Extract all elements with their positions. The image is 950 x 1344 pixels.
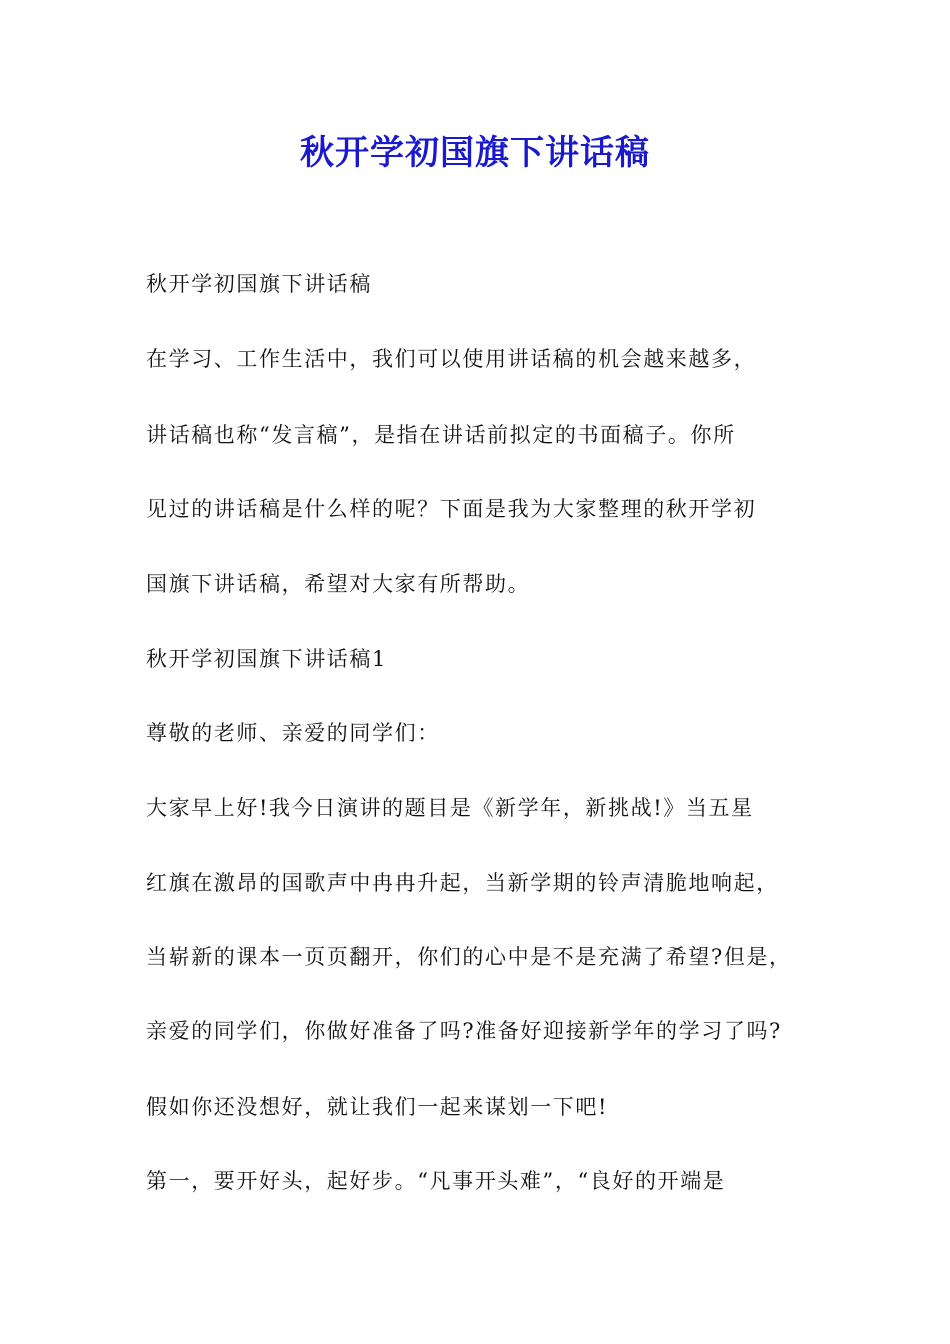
salutation-line: 尊敬的老师、亲爱的同学们： — [146, 721, 440, 745]
body-line: 见过的讲话稿是什么样的呢？下面是我为大家整理的秋开学初 — [146, 497, 757, 521]
body-line: 大家早上好!我今日演讲的题目是《新学年，新挑战!》当五星 — [146, 796, 754, 820]
body-line: 讲话稿也称“发言稿”，是指在讲话前拟定的书面稿子。你所 — [146, 423, 736, 447]
document-title: 秋开学初国旗下讲话稿 — [300, 133, 650, 173]
body-line: 在学习、工作生活中，我们可以使用讲话稿的机会越来越多， — [146, 347, 757, 371]
section-heading: 秋开学初国旗下讲话稿1 — [146, 647, 387, 671]
body-line: 亲爱的同学们，你做好准备了吗?准备好迎接新学年的学习了吗? — [146, 1019, 782, 1043]
body-line: 国旗下讲话稿，希望对大家有所帮助。 — [146, 572, 531, 596]
body-line: 红旗在激昂的国歌声中冉冉升起，当新学期的铃声清脆地响起， — [146, 871, 779, 895]
body-line: 当崭新的课本一页页翻开，你们的心中是不是充满了希望?但是， — [146, 945, 792, 969]
body-line: 第一，要开好头，起好步。“凡事开头难”，“良好的开端是 — [146, 1169, 726, 1193]
body-line: 假如你还没想好，就让我们一起来谋划一下吧! — [146, 1095, 609, 1119]
subtitle-line: 秋开学初国旗下讲话稿 — [146, 272, 372, 296]
